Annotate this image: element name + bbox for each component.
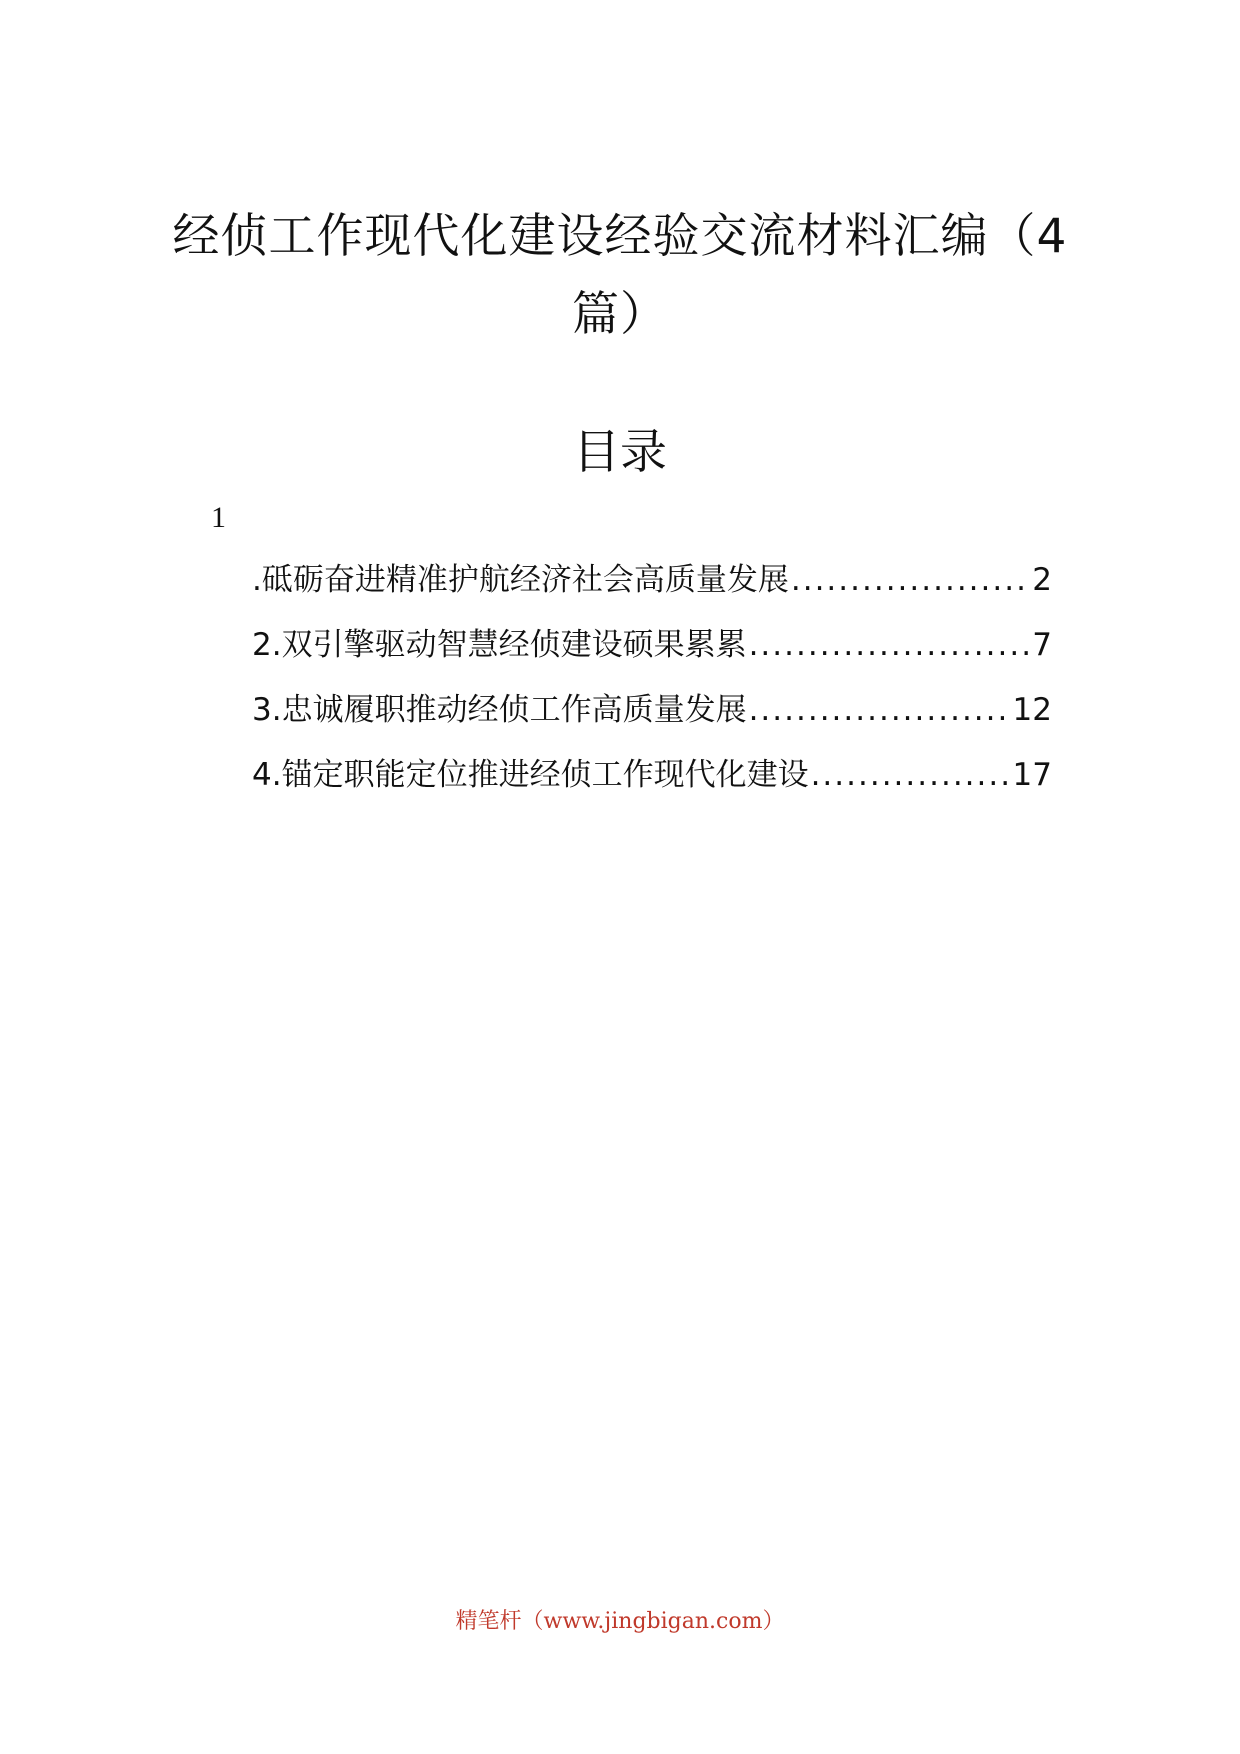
toc-entry-label: 4.锚定职能定位推进经侦工作现代化建设 <box>252 757 809 793</box>
toc-entry-page-number: 12 <box>1012 692 1052 728</box>
toc-heading: 目录 <box>573 425 667 480</box>
document-title-line-2: 篇） <box>572 287 668 342</box>
toc-entry-page-number: 7 <box>1032 627 1052 663</box>
document-title-line-1: 经侦工作现代化建设经验交流材料汇编（4 <box>172 209 1068 264</box>
footer-watermark: 精笔杆（www.jingbigan.com） <box>455 1609 785 1634</box>
toc-entry-page-number: 17 <box>1012 757 1052 793</box>
toc-entry-label: 2.双引擎驱动智慧经侦建设硕果累累 <box>252 627 747 663</box>
toc-entry-3[interactable] <box>252 685 1052 750</box>
toc-entry-label: .砥砺奋进精准护航经济社会高质量发展 <box>252 562 789 598</box>
document-title <box>170 198 1070 354</box>
toc-leader-dots <box>791 555 1030 605</box>
toc-entry-label: 3.忠诚履职推动经侦工作高质量发展 <box>252 692 747 728</box>
toc-entry-4[interactable] <box>252 750 1052 815</box>
toc-leader-dots <box>749 685 1011 735</box>
toc-entry-page-number: 2 <box>1032 562 1052 598</box>
toc-entry-2[interactable] <box>252 620 1052 685</box>
toc-leader-dots <box>811 750 1011 800</box>
toc-entry-1[interactable] <box>252 555 1052 620</box>
toc-list <box>252 555 1052 815</box>
toc-stray-number: 1 <box>211 501 226 534</box>
toc-leader-dots <box>749 620 1031 670</box>
